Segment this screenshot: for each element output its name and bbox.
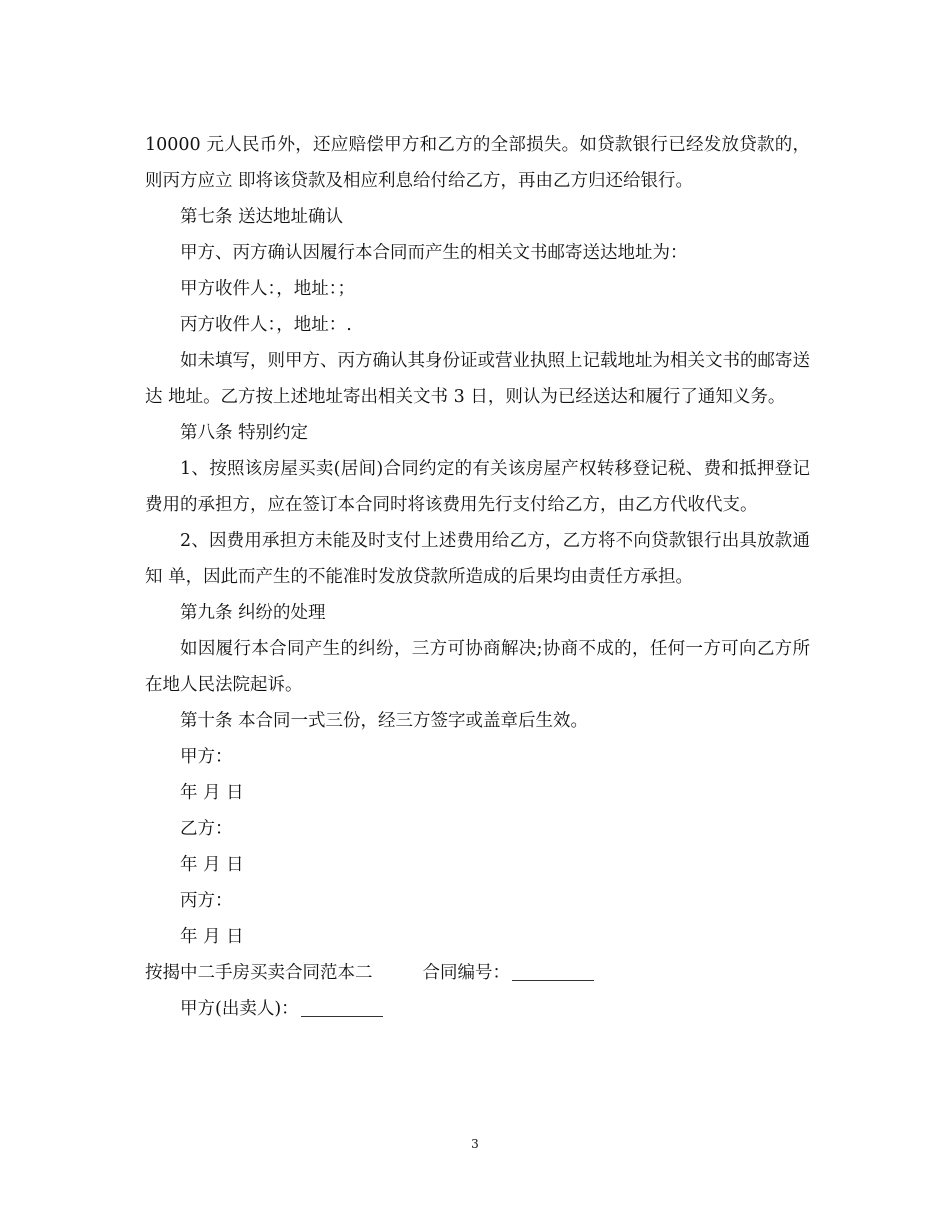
signature-party-c: 丙方： [180,891,233,911]
document-body [145,127,810,1027]
signature-date-a: 年 月 日 [180,783,244,803]
contract-number-label: 合同编号： [422,963,510,983]
signature-party-b: 乙方： [180,819,233,839]
seller-blank [301,996,383,1017]
signature-party-a: 甲方： [180,747,233,767]
paragraph-special-2: 2、因费用承担方未能及时支付上述费用给乙方，乙方将不向贷款银行出具放款通知 单，因此而产生的不能准时发放贷款所造成的后果均由责任方承担。 [145,531,810,587]
heading-article-9: 第九条 纠纷的处理 [180,603,326,623]
contract-title: 按揭中二手房买卖合同范本二 [145,963,373,983]
contract-number-blank [512,960,594,981]
page-number: 3 [471,1137,479,1151]
heading-article-8: 第八条 特别约定 [180,423,309,443]
paragraph-compensation: 10000 元人民币外，还应赔偿甲方和乙方的全部损失。如贷款银行已经发放贷款的，则丙方应立 即将该贷款及相应利息给付给乙方，再由乙方归还给银行。 [145,135,810,191]
heading-article-7: 第七条 送达地址确认 [180,207,344,227]
paragraph-default-address: 如未填写，则甲方、丙方确认其身份证或营业执照上记载地址为相关文书的邮寄送达 地址。乙方按上述地址寄出相关文书 3 日，则认为已经送达和履行了通知义务。 [145,351,810,407]
seller-label: 甲方(出卖人)： [180,999,299,1019]
paragraph-party-c-recipient: 丙方收件人：，地址：. [180,315,352,335]
signature-date-c: 年 月 日 [180,927,244,947]
paragraph-special-1: 1、按照该房屋买卖(居间)合同约定的有关该房屋产权转移登记税、费和抵押登记 费用的承担方，应在签订本合同时将该费用先行支付给乙方，由乙方代收代支。 [145,459,810,515]
paragraph-address-confirm: 甲方、丙方确认因履行本合同而产生的相关文书邮寄送达地址为： [180,243,688,263]
heading-article-10: 第十条 本合同一式三份，经三方签字或盖章后生效。 [180,711,589,731]
paragraph-party-a-recipient: 甲方收件人：，地址：； [180,279,355,299]
paragraph-dispute: 如因履行本合同产生的纠纷，三方可协商解决;协商不成的，任何一方可向乙方所在地人民法院起诉。 [145,639,810,695]
contract-header-line [145,955,810,991]
seller-line [145,991,810,1027]
signature-date-b: 年 月 日 [180,855,244,875]
